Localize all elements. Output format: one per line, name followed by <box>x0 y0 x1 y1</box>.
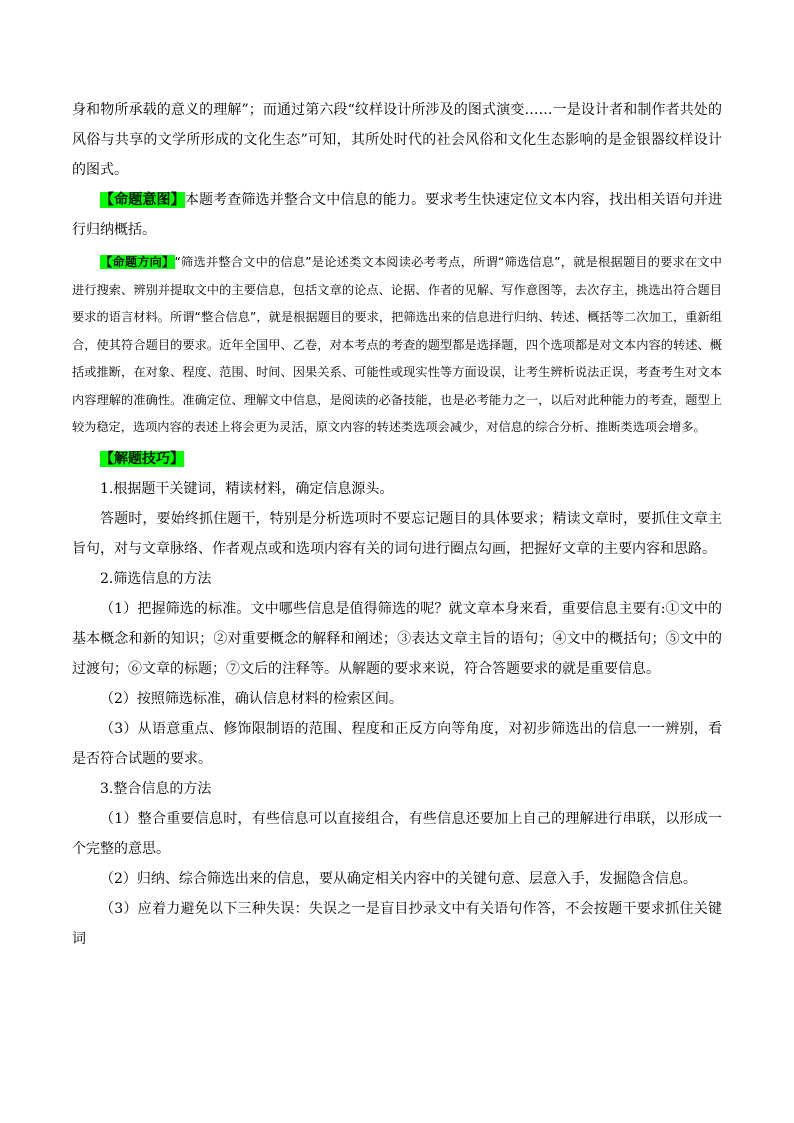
skills-heading <box>72 444 722 474</box>
intent-text: 本题考查筛选并整合文中信息的能力。要求考生快速定位文本内容，找出相关语句并进行归纳概括。 <box>72 192 723 238</box>
direction-text: “筛选并整合文中的信息”是论述类文本阅读必考考点，所谓“筛选信息”，就是根据题目的要求在文中进行搜索、辨别并提取文中的主要信息，包括文章的论点、论据、作者的见解、写作意图等，去次存主，挑选出符合题目要求的语言材料。所谓“整合信息”，就是根据题目的要求，把筛选出来的信息进行归纳、转述、概括等二次加工，重新组合，使其符合题目的要求。近年全国甲、乙卷，对本考点的考查的题型都是选择题，四个选项都是对文本内容的转述、概括或推断，在对象、程度、范围、时间、因果关系、可能性或现实性等方面设误，让考生辨析说法正误，考查考生对文本内容理解的准确性。准确定位、理解文中信息，是阅读的必备技能，也是必考能力之一，以后对此种能力的考查，题型上较为稳定，选项内容的表述上将会更为灵活，原文内容的转述类选项会减少，对信息的综合分析、推断类选项会增多。 <box>72 255 722 434</box>
skill-3-title: 3.整合信息的方法 <box>100 780 212 797</box>
direction-paragraph <box>72 249 722 442</box>
skill-2-title: 2.筛选信息的方法 <box>100 570 212 587</box>
skill-3-item-1: （1）整合重要信息时，有些信息可以直接组合，有些信息还要加上自己的理解进行串联，以形成一个完整的意思。 <box>72 810 722 857</box>
intro-paragraph: 身和物所承载的意义的理解”；而通过第六段“纹样设计所涉及的图式演变……一是设计者和制作者共处的风俗与共享的文学所形成的文化生态”可知，其所处时代的社会风俗和文化生态影响的是金银器纹样设计的图式。 <box>72 102 722 178</box>
skill-1-title: 1.根据题干关键词，精读材料，确定信息源头。 <box>100 480 394 497</box>
direction-label: 【命题方向】 <box>100 255 175 269</box>
direction-block <box>72 249 722 442</box>
skills-label: 【解题技巧】 <box>100 450 184 467</box>
intent-paragraph <box>72 185 722 245</box>
intent-label: 【命题意图】 <box>100 192 185 208</box>
document-body <box>72 95 722 954</box>
skill-2-item-2: （2）按照筛选标准，确认信息材料的检索区间。 <box>100 690 403 707</box>
skill-2-item-3: （3）从语意重点、修饰限制语的范围、程度和正反方向等角度，对初步筛选出的信息一一辨别，看是否符合试题的要求。 <box>72 720 722 767</box>
skill-1-text: 答题时，要始终抓住题干，特别是分析选项时不要忘记题目的具体要求；精读文章时，要抓住文章主旨句，对与文章脉络、作者观点或和选项内容有关的词句进行圈点勾画，把握好文章的主要内容和思路。 <box>72 510 722 557</box>
skill-3-item-3: （3）应着力避免以下三种失误：失误之一是盲目抄录文中有关语句作答，不会按题干要求抓住关键词 <box>72 900 722 947</box>
skill-2-item-1: （1）把握筛选的标准。文中哪些信息是值得筛选的呢？就文章本身来看，重要信息主要有:①文中的基本概念和新的知识；②对重要概念的解释和阐述；③表达文章主旨的语句；④文中的概括句；⑤文中的过渡句；⑥文章的标题；⑦文后的注释等。从解题的要求来说，符合答题要求的就是重要信息。 <box>72 600 722 677</box>
skill-3-item-2: （2）归纳、综合筛选出来的信息，要从确定相关内容中的关键句意、层意入手，发掘隐含信息。 <box>100 870 697 887</box>
